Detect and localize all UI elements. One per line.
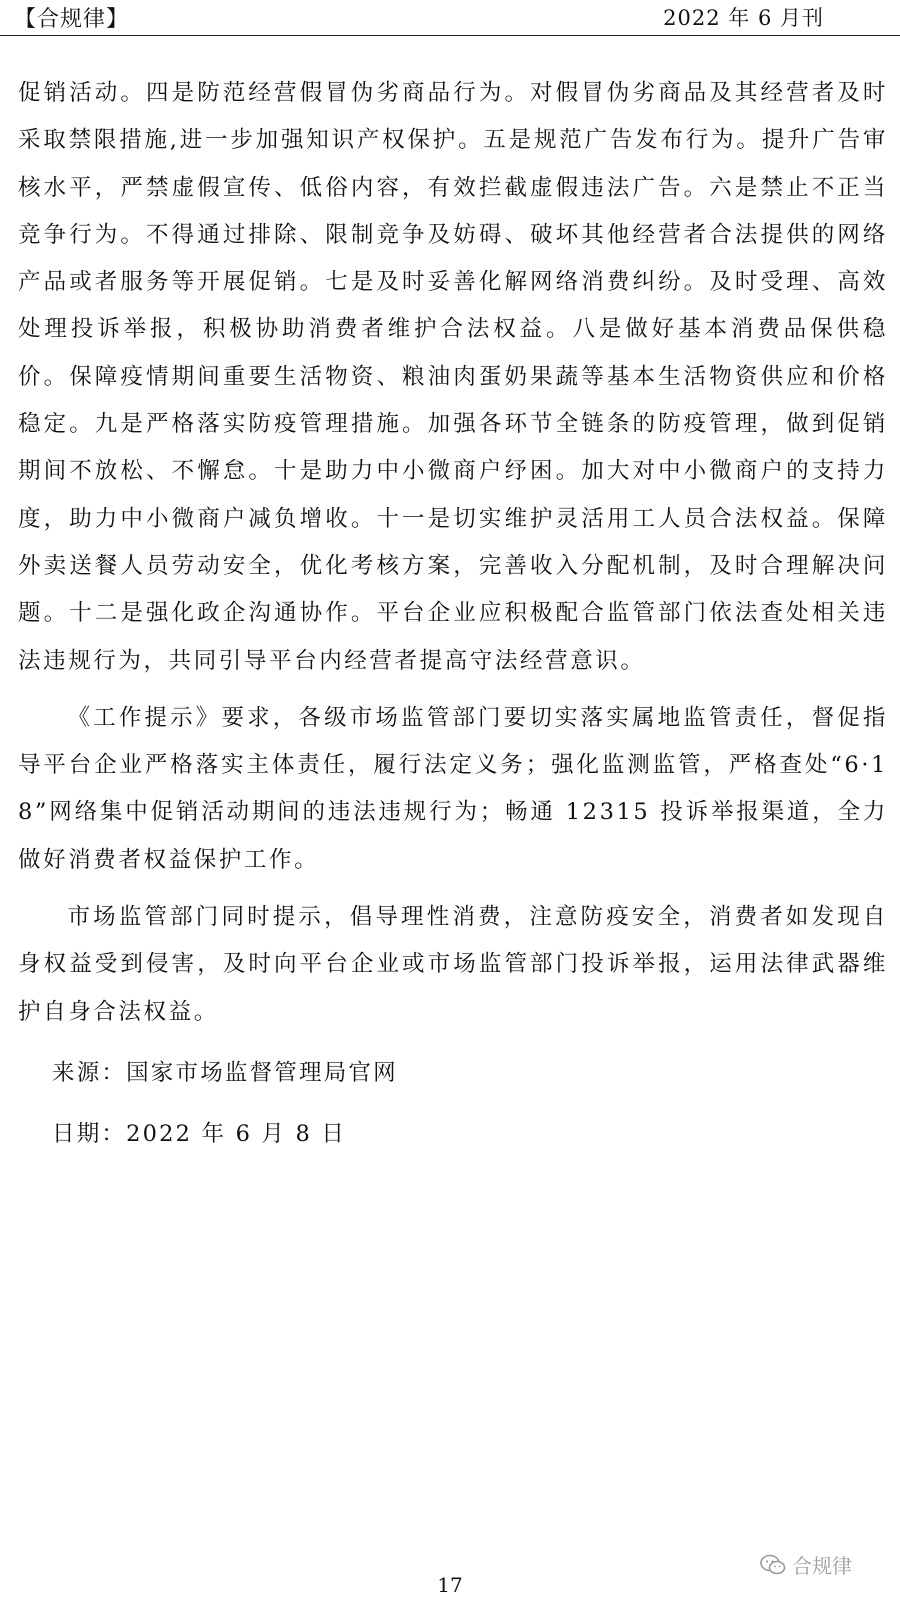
paragraph-consumer-reminder: 市场监管部门同时提示，倡导理性消费，注意防疫安全，消费者如发现自身权益受到侵害，及时向平台企业或市场监管部门投诉举报，运用法律武器维护自身合法权益。 <box>18 904 888 1025</box>
date-line: 日期：2022 年 6 月 8 日 <box>52 1120 347 1147</box>
article-body <box>18 70 888 1158</box>
publication-title: 【合规律】 <box>14 7 130 32</box>
page-header <box>0 0 900 38</box>
issue-label: 2022 年 6 月刊 <box>663 6 824 30</box>
paragraph-continuation: 促销活动。四是防范经营假冒伪劣商品行为。对假冒伪劣商品及其经营者及时采取禁限措施,进一步加强知识产权保护。五是规范广告发布行为。提升广告审核水平，严禁虚假宣传、低俗内容，有效拦截虚假违法广告。六是禁止不正当竞争行为。不得通过排除、限制竞争及妨碍、破坏其他经营者合法提供的网络产品或者服务等开展促销。七是及时妥善化解网络消费纠纷。及时受理、高效处理投诉举报，积极协助消费者维护合法权益。八是做好基本消费品保供稳价。保障疫情期间重要生活物资、粮油肉蛋奶果蔬等基本生活物资供应和价格稳定。九是严格落实防疫管理措施。加强各环节全链条的防疫管理，做到促销期间不放松、不懈怠。十是助力中小微商户纾困。加大对中小微商户的支持力度，助力中小微商户减负增收。十一是切实维护灵活用工人员合法权益。保障外卖送餐人员劳动安全，优化考核方案，完善收入分配机制，及时合理解决问题。十二是强化政企沟通协作。平台企业应积极配合监管部门依法查处相关违法违规行为，共同引导平台内经营者提高守法经营意识。 <box>18 80 888 674</box>
paragraph-work-notice: 《工作提示》要求，各级市场监管部门要切实落实属地监管责任，督促指导平台企业严格落实主体责任，履行法定义务；强化监测监管，严格查处“6·18”网络集中促销活动期间的违法违规行为；畅通 12315 投诉举报渠道，全力做好消费者权益保护工作。 <box>18 704 888 873</box>
source-line: 来源：国家市场监督管理局官网 <box>52 1059 398 1086</box>
watermark-text: 合规律 <box>792 1554 852 1578</box>
page-number: 17 <box>437 1573 463 1597</box>
header-rule <box>0 35 900 36</box>
